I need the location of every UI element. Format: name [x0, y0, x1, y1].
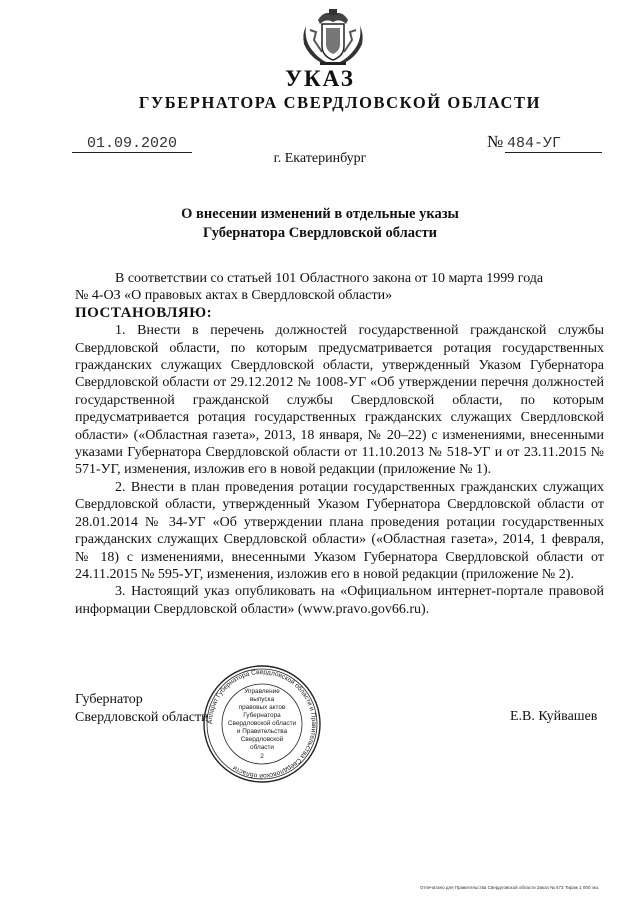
coat-of-arms-icon — [300, 6, 366, 68]
issuer-title: ГУБЕРНАТОРА СВЕРДЛОВСКОЙ ОБЛАСТИ — [138, 93, 542, 112]
stamp-line-5: Свердловской области — [227, 720, 297, 727]
stamp-line-9: 2 — [260, 753, 264, 760]
decree-date: 01.09.2020 — [72, 135, 192, 153]
stamp-line-7: Свердловской — [240, 736, 284, 743]
document-type-title: УКАЗ — [285, 66, 355, 91]
paragraph-3: 3. Настоящий указ опубликовать на «Официальном интернет-портале правовой информации Свердловской области» (www.pravo.gov66.ru). — [75, 584, 604, 617]
print-footer: Отпечатано для Правительства Свердловской области Заказ № 673 Тираж 1 000 экз. — [420, 885, 600, 890]
stamp-line-2: выпуска — [249, 696, 275, 703]
official-stamp — [200, 664, 324, 784]
paragraph-1: 1. Внести в перечень должностей государственной гражданской службы Свердловской области, по которым предусматривается ротация государственных гражданских служащих Свердловской области, утвержденный Указом Губернатора Свердловской области от 29.12.2012 № 1008-УГ «Об утверждении перечня должностей государственной гражданской службы Свердловской области, по которым предусматривается ротация государственных гражданских служащих Свердловской области» («Областная газета», 2013, 18 января, № 20–22) с изменениями, внесенными указами Губернатора Свердловской области от 11.10.2013 № 518-УГ и от 23.11.2015 № 571-УГ, изменения, изложив его в новой редакции (приложение № 1). — [75, 323, 604, 478]
stamp-line-8: области — [250, 744, 274, 751]
stamp-line-4: Губернатора — [243, 712, 281, 719]
heading-line-1: О внесении изменений в отдельные указы — [181, 206, 459, 222]
document-heading — [100, 205, 540, 243]
heading-line-2: Губернатора Свердловской области — [203, 225, 437, 241]
preamble-continuation: № 4-ОЗ «О правовых актах в Свердловской области» — [75, 288, 393, 304]
decree-keyword: ПОСТАНОВЛЯЮ: — [75, 304, 213, 321]
document-body — [75, 270, 604, 618]
stamp-ring-text: Аппарат Губернатора Свердловской области и Правительства Свердловской области — [206, 668, 318, 780]
number-label: № — [487, 132, 504, 151]
position-line-1: Губернатор — [75, 692, 143, 707]
stamp-line-3: правовых актов — [238, 704, 286, 711]
signatory-position — [75, 691, 209, 727]
paragraph-2: 2. Внести в план проведения ротации государственных гражданских служащих Свердловской области, утвержденный Указом Губернатора Свердловской области от 28.01.2014 № 34-УГ «Об утверждении плана проведения ротации государственных гражданских служащих Свердловской области» («Областная газета», 2014, 1 февраля, № 18) с изменениями, внесенными Указом Губернатора Свердловской области от 24.11.2015 № 595-УГ, изменения, изложив его в новой редакции (приложение № 2). — [75, 479, 604, 582]
preamble: В соответствии со статьей 101 Областного закона от 10 марта 1999 года — [115, 271, 544, 286]
decree-number: 484-УГ — [505, 135, 602, 153]
position-line-2: Свердловской области — [75, 710, 209, 725]
city: г. Екатеринбург — [273, 151, 367, 166]
stamp-line-1: Управление — [244, 688, 280, 695]
stamp-line-6: и Правительства — [236, 728, 288, 735]
signatory-name: Е.В. Куйвашев — [510, 709, 598, 724]
